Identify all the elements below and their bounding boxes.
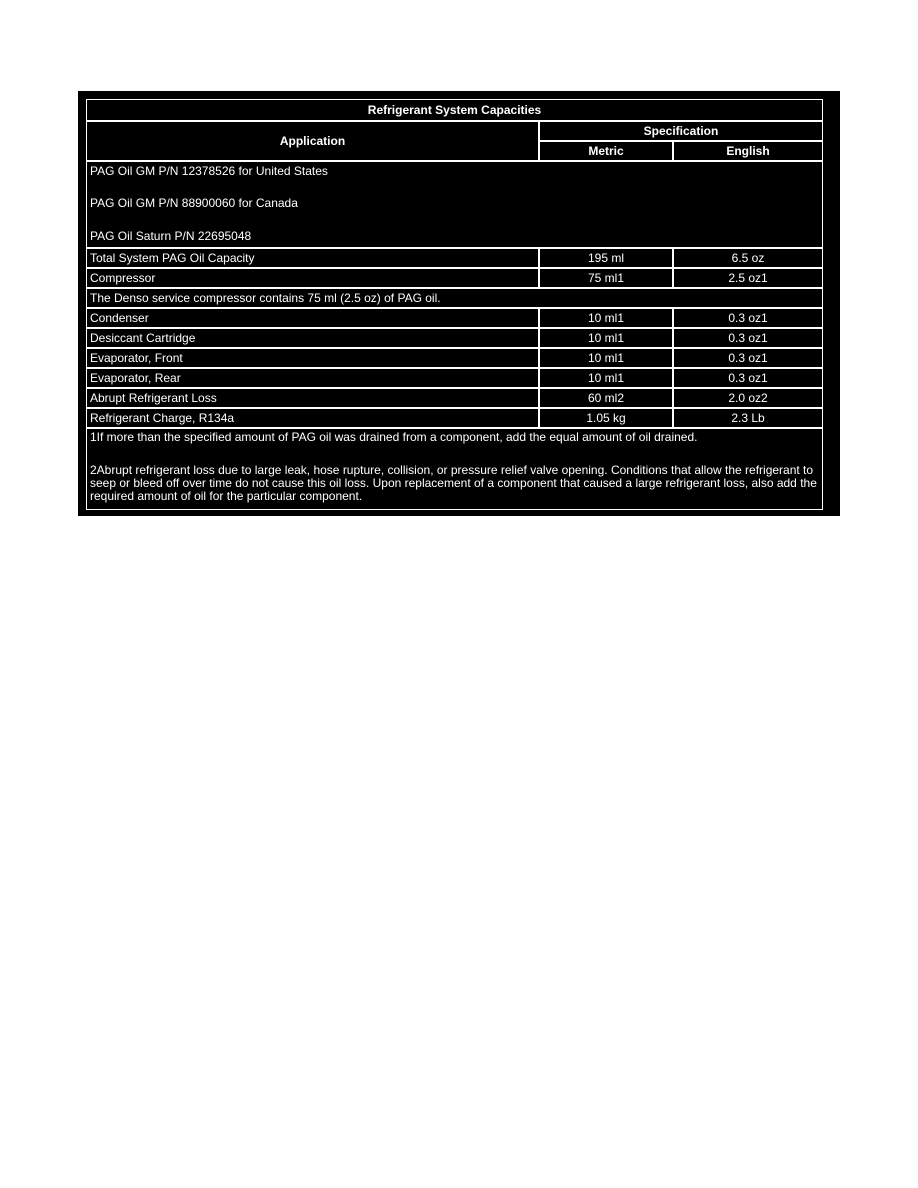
row-metric: 195 ml — [539, 248, 673, 268]
table-row — [86, 268, 823, 288]
header-metric: Metric — [539, 141, 673, 161]
row-metric: 60 ml2 — [539, 388, 673, 408]
header-specification: Specification — [539, 121, 823, 141]
table-row — [86, 328, 823, 348]
part-number-us: PAG Oil GM P/N 12378526 for United States — [90, 164, 328, 178]
row-english: 2.5 oz1 — [673, 268, 823, 288]
row-metric: 10 ml1 — [539, 368, 673, 388]
table-row — [86, 248, 823, 268]
row-metric: 75 ml1 — [539, 268, 673, 288]
row-application: Compressor — [86, 268, 539, 288]
row-application: Evaporator, Rear — [86, 368, 539, 388]
header-english: English — [673, 141, 823, 161]
row-metric: 10 ml1 — [539, 348, 673, 368]
row-english: 2.0 oz2 — [673, 388, 823, 408]
table-row — [86, 408, 823, 428]
refrigerant-capacities-table — [86, 99, 823, 510]
footnote-1: 1If more than the specified amount of PAG oil was drained from a component, add the equal amount of oil drained. — [90, 430, 698, 444]
part-numbers-cell — [86, 161, 823, 248]
table-row — [86, 348, 823, 368]
row-application: Desiccant Cartridge — [86, 328, 539, 348]
row-metric: 1.05 kg — [539, 408, 673, 428]
table-row — [86, 368, 823, 388]
row-application: Refrigerant Charge, R134a — [86, 408, 539, 428]
row-english: 0.3 oz1 — [673, 348, 823, 368]
table-row — [86, 388, 823, 408]
row-metric: 10 ml1 — [539, 328, 673, 348]
row-metric: 10 ml1 — [539, 308, 673, 328]
row-application: Evaporator, Front — [86, 348, 539, 368]
footnote-2: 2Abrupt refrigerant loss due to large leak, hose rupture, collision, or pressure relief valve opening. Conditions that allow the refrigerant to seep or bleed off over time do not cause this oil loss. Upon replacement of a component that caused a large refrigerant loss, also add the required amount of oil for the particular component. — [90, 463, 817, 503]
row-english: 0.3 oz1 — [673, 368, 823, 388]
row-application: Abrupt Refrigerant Loss — [86, 388, 539, 408]
footnotes-cell — [86, 428, 823, 510]
row-application: Total System PAG Oil Capacity — [86, 248, 539, 268]
row-english: 0.3 oz1 — [673, 328, 823, 348]
header-application: Application — [86, 121, 539, 161]
table-title: Refrigerant System Capacities — [86, 99, 823, 121]
row-english: 2.3 Lb — [673, 408, 823, 428]
capacities-table-panel — [78, 91, 840, 516]
row-application: Condenser — [86, 308, 539, 328]
part-number-saturn: PAG Oil Saturn P/N 22695048 — [90, 229, 252, 243]
table-row — [86, 308, 823, 328]
row-english: 0.3 oz1 — [673, 308, 823, 328]
compressor-note: The Denso service compressor contains 75 ml (2.5 oz) of PAG oil. — [86, 288, 823, 308]
part-number-canada: PAG Oil GM P/N 88900060 for Canada — [90, 196, 298, 210]
row-english: 6.5 oz — [673, 248, 823, 268]
